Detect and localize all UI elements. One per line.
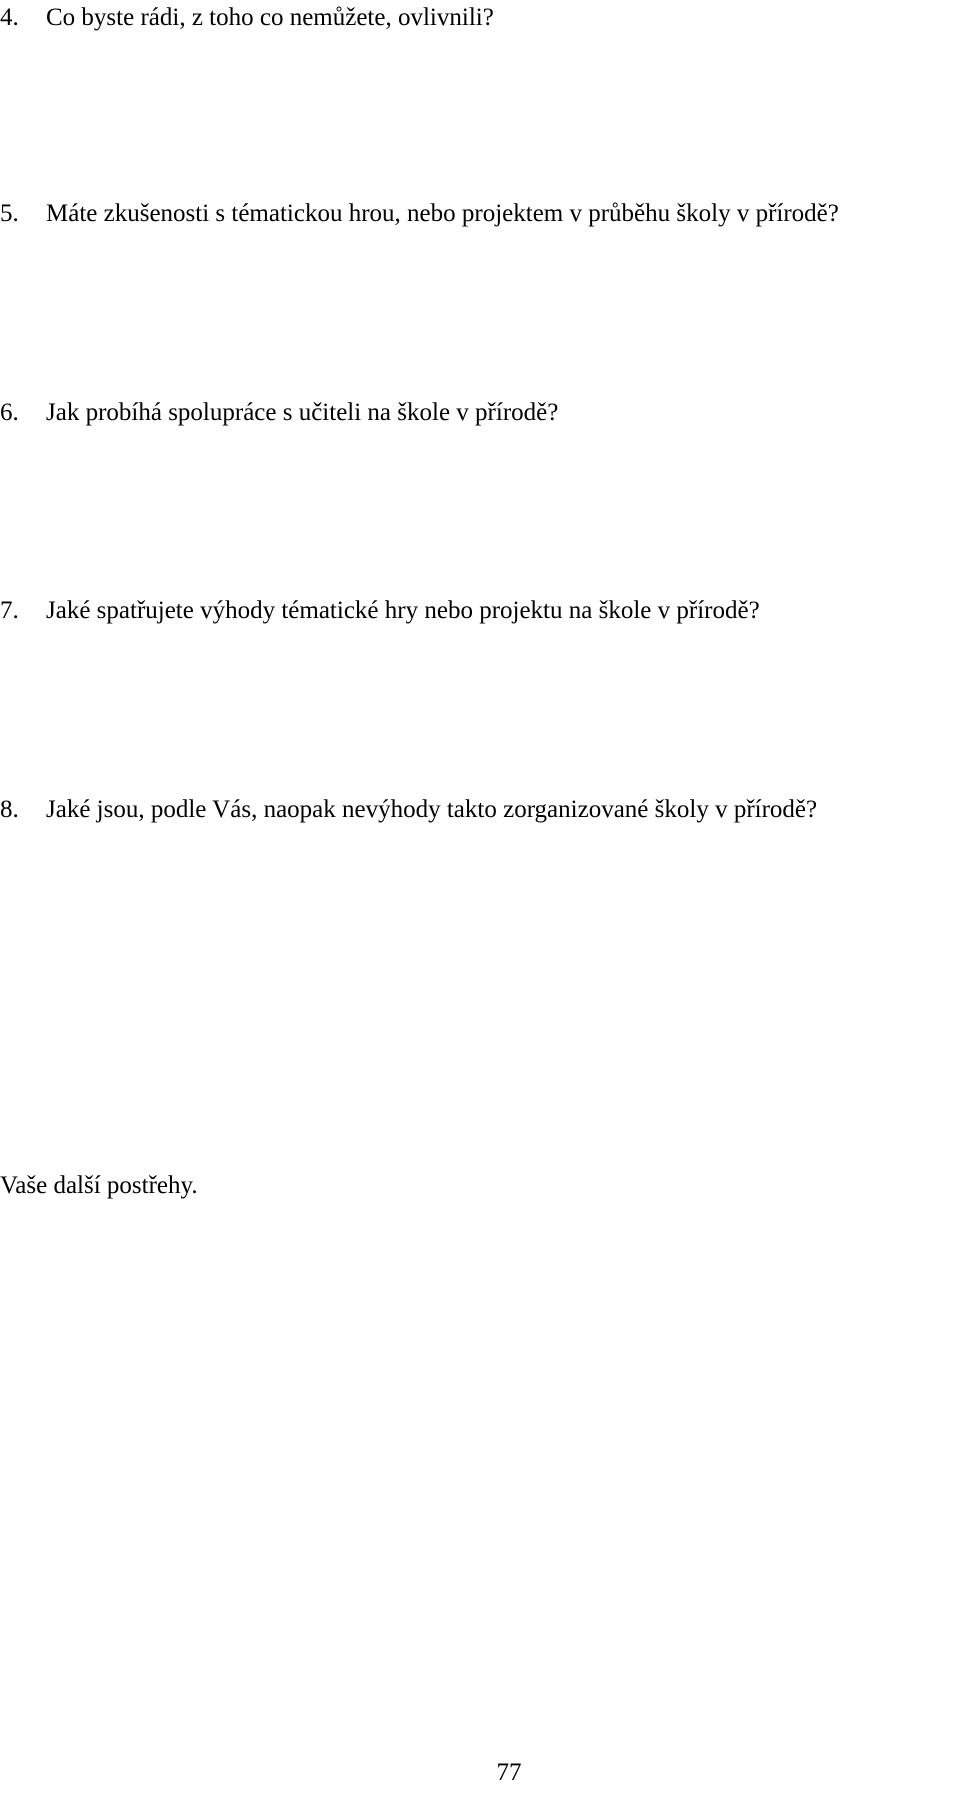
question-number: 7. — [0, 597, 19, 624]
question-6 — [0, 398, 558, 428]
question-text: Jaké spatřujete výhody tématické hry nebo projektu na škole v přírodě? — [46, 597, 760, 624]
question-text: Máte zkušenosti s tématickou hrou, nebo projektem v průběhu školy v přírodě? — [46, 200, 839, 227]
question-5 — [0, 199, 839, 229]
question-text: Jak probíhá spolupráce s učiteli na škole v přírodě? — [46, 399, 559, 426]
question-number: 6. — [0, 399, 19, 426]
page-number: 77 — [496, 1759, 522, 1786]
question-7 — [0, 596, 760, 626]
question-8 — [0, 795, 817, 825]
closing-prompt: Vaše další postřehy. — [0, 1172, 198, 1199]
question-4 — [0, 3, 494, 33]
question-number: 4. — [0, 4, 19, 31]
question-number: 5. — [0, 200, 19, 227]
question-text: Co byste rádi, z toho co nemůžete, ovlivnili? — [46, 4, 494, 31]
question-number: 8. — [0, 796, 19, 823]
question-text: Jaké jsou, podle Vás, naopak nevýhody takto zorganizované školy v přírodě? — [46, 796, 818, 823]
